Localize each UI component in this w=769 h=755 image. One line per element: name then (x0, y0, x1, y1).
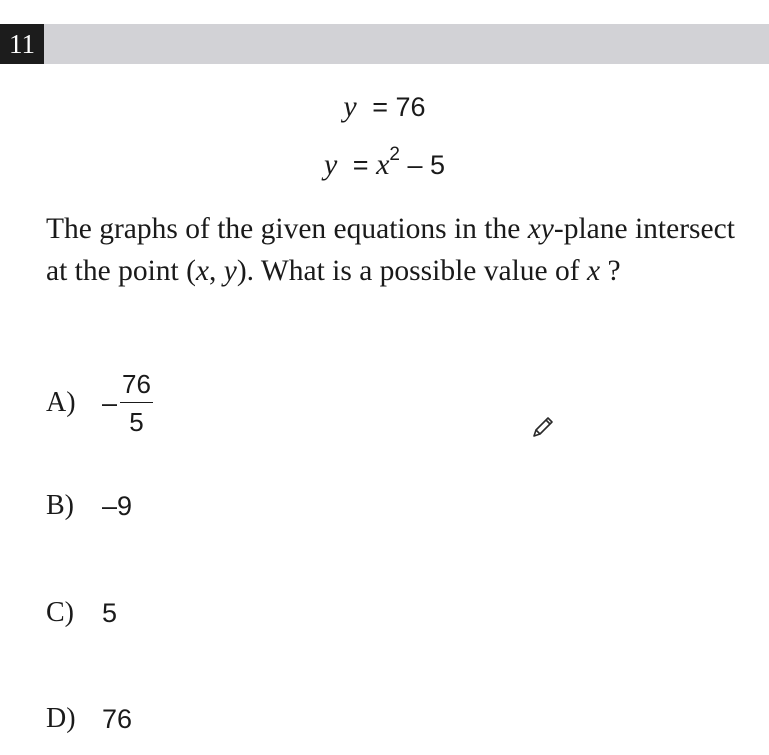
question-header-bar (0, 24, 769, 64)
choice-value: –9 (102, 490, 133, 521)
stem-text-3: ). What is a possible value of (236, 255, 587, 287)
answer-choice-d[interactable] (46, 703, 132, 735)
equation-2-equals: = (352, 150, 377, 180)
pencil-icon[interactable] (530, 414, 556, 440)
answer-choice-a[interactable] (46, 365, 153, 441)
question-stem (46, 208, 756, 292)
stem-comma: , (209, 255, 224, 287)
question-number: 11 (0, 24, 44, 64)
fraction-denominator: 5 (129, 407, 144, 437)
answer-choice-c[interactable] (46, 597, 117, 629)
equation-1-lhs: y (343, 90, 357, 123)
choice-value: 5 (102, 597, 118, 628)
stem-text-4: ? (600, 255, 621, 287)
equation-1-rhs: = 76 (372, 92, 426, 122)
choice-letter: D) (46, 703, 76, 734)
fraction (120, 369, 153, 437)
choice-letter: A) (46, 387, 76, 418)
equation-2 (0, 144, 769, 182)
choice-letter: B) (46, 490, 74, 521)
stem-text-1: The graphs of the given equations in the (46, 213, 528, 245)
equation-2-rest: – 5 (399, 150, 446, 180)
equation-2-var: x (376, 148, 390, 181)
equation-2-exponent: 2 (389, 144, 400, 165)
choice-a-value (102, 369, 153, 437)
choice-value: 76 (102, 703, 133, 734)
choice-letter: C) (46, 597, 74, 628)
choice-a-sign: – (102, 387, 118, 418)
answer-choice-b[interactable] (46, 490, 132, 522)
equation-1 (0, 90, 769, 124)
stem-x: x (195, 255, 210, 287)
stem-x-2: x (586, 255, 601, 287)
stem-text-2: -plane intersect at the point ( (46, 213, 735, 287)
stem-xy: xy (527, 213, 554, 245)
equation-2-lhs: y (323, 148, 338, 181)
fraction-numerator: 76 (120, 369, 153, 403)
stem-y: y (223, 255, 237, 287)
